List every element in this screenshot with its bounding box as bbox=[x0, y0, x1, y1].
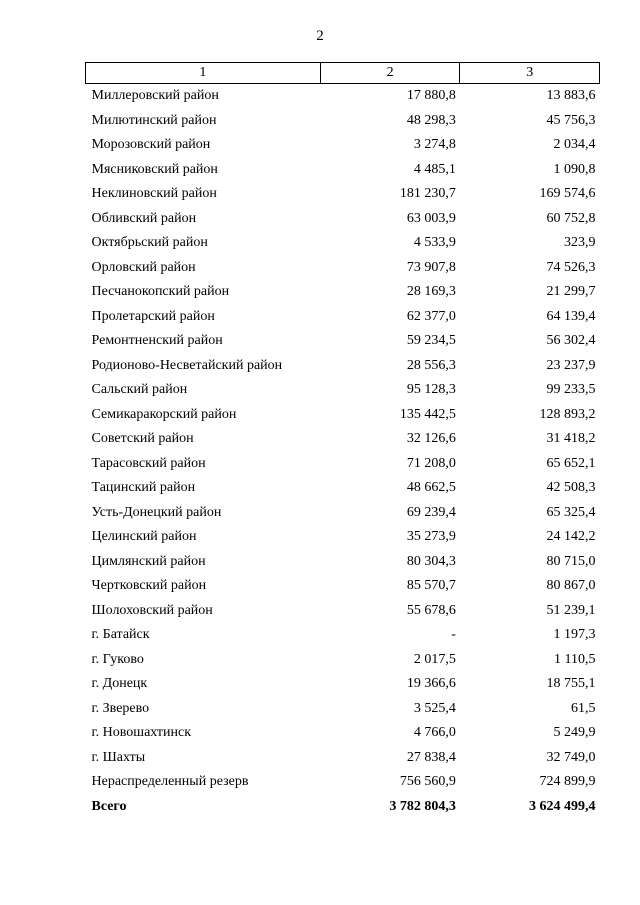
row-col3-cell: 1 197,3 bbox=[553, 627, 596, 643]
row-col2-cell: 69 239,4 bbox=[406, 504, 456, 520]
row-name-cell: Семикаракорский район bbox=[91, 406, 237, 422]
row-name-cell: г. Новошахтинск bbox=[91, 725, 192, 741]
row-col2-cell: 3 782 804,3 bbox=[389, 798, 456, 814]
row-col3-cell: 60 752,8 bbox=[546, 210, 596, 226]
row-col3-cell: 65 652,1 bbox=[546, 455, 596, 471]
row-col3-cell: 42 508,3 bbox=[546, 480, 596, 496]
row-col3-cell: 61,5 bbox=[571, 700, 596, 716]
row-col2-cell: 756 560,9 bbox=[399, 774, 456, 790]
total-row bbox=[86, 795, 600, 820]
row-col2-cell: 3 525,4 bbox=[413, 700, 456, 716]
row-col3-cell: 13 883,6 bbox=[546, 88, 596, 104]
row-col3-cell: 5 249,9 bbox=[553, 725, 596, 741]
row-col3-cell: 31 418,2 bbox=[546, 431, 596, 447]
table-row bbox=[86, 721, 600, 746]
table-row bbox=[86, 770, 600, 795]
table-row bbox=[86, 697, 600, 722]
row-col2-cell: 63 003,9 bbox=[406, 210, 456, 226]
table-row bbox=[86, 280, 600, 305]
table-row bbox=[86, 525, 600, 550]
table-row bbox=[86, 550, 600, 575]
row-col3-cell: 80 867,0 bbox=[546, 578, 596, 594]
row-name-cell: Сальский район bbox=[91, 382, 188, 398]
row-name-cell: г. Батайск bbox=[91, 627, 150, 643]
header-col-1: 1 bbox=[86, 63, 321, 84]
row-col2-cell: 4 766,0 bbox=[413, 725, 456, 741]
table-row bbox=[86, 476, 600, 501]
row-col2-cell: 17 880,8 bbox=[406, 88, 456, 104]
row-col2-cell: 62 377,0 bbox=[406, 308, 456, 324]
row-name-cell: Неклиновский район bbox=[91, 186, 217, 202]
row-col3-cell: 23 237,9 bbox=[546, 357, 596, 373]
table-row bbox=[86, 109, 600, 134]
row-col3-cell: 32 749,0 bbox=[546, 749, 596, 765]
row-name-cell: Морозовский район bbox=[91, 137, 211, 153]
table-row bbox=[86, 501, 600, 526]
row-col2-cell: 135 442,5 bbox=[399, 406, 456, 422]
row-col2-cell: 28 169,3 bbox=[406, 284, 456, 300]
row-name-cell: Нераспределенный резерв bbox=[91, 774, 249, 790]
table-row bbox=[86, 623, 600, 648]
row-name-cell: Чертковский район bbox=[91, 578, 207, 594]
header-col-3: 3 bbox=[460, 63, 600, 84]
row-col3-cell: 2 034,4 bbox=[553, 137, 596, 153]
row-name-cell: Тацинский район bbox=[91, 480, 196, 496]
row-name-cell: Тарасовский район bbox=[91, 455, 206, 471]
table-row bbox=[86, 746, 600, 771]
table-row bbox=[86, 599, 600, 624]
table-row bbox=[86, 648, 600, 673]
row-name-cell: г. Гуково bbox=[91, 651, 144, 667]
row-name-cell: Шолоховский район bbox=[91, 602, 213, 618]
row-col3-cell: 724 899,9 bbox=[539, 774, 596, 790]
row-col2-cell: 35 273,9 bbox=[406, 529, 456, 545]
header-col-2: 2 bbox=[320, 63, 460, 84]
row-col3-cell: 1 090,8 bbox=[553, 161, 596, 177]
row-col2-cell: 4 533,9 bbox=[413, 235, 456, 251]
row-col2-cell: 27 838,4 bbox=[406, 749, 456, 765]
table-header bbox=[86, 63, 600, 84]
row-col3-cell: 80 715,0 bbox=[546, 553, 596, 569]
row-col2-cell: 85 570,7 bbox=[406, 578, 456, 594]
row-col3-cell: 1 110,5 bbox=[554, 651, 596, 667]
row-name-cell: Обливский район bbox=[91, 210, 197, 226]
row-name-cell: Октябрьский район bbox=[91, 235, 208, 251]
table-row bbox=[86, 231, 600, 256]
table-row bbox=[86, 672, 600, 697]
row-col3-cell: 56 302,4 bbox=[546, 333, 596, 349]
row-col2-cell: 4 485,1 bbox=[413, 161, 456, 177]
table-row bbox=[86, 84, 600, 109]
table-row bbox=[86, 256, 600, 281]
row-name-cell: г. Зверево bbox=[91, 700, 150, 716]
row-col3-cell: 74 526,3 bbox=[546, 259, 596, 275]
header-row bbox=[86, 63, 600, 84]
row-col2-cell: 95 128,3 bbox=[406, 382, 456, 398]
row-col2-cell: 55 678,6 bbox=[406, 602, 456, 618]
row-name-cell: Целинский район bbox=[91, 529, 197, 545]
row-col2-cell: 71 208,0 bbox=[406, 455, 456, 471]
row-col3-cell: 169 574,6 bbox=[539, 186, 596, 202]
table-body bbox=[86, 84, 600, 820]
row-col3-cell: 21 299,7 bbox=[546, 284, 596, 300]
table-row bbox=[86, 207, 600, 232]
row-name-cell: Милютинский район bbox=[91, 112, 217, 128]
row-col2-cell: 3 274,8 bbox=[413, 137, 456, 153]
row-col3-cell: 51 239,1 bbox=[546, 602, 596, 618]
row-col2-cell: 2 017,5 bbox=[413, 651, 456, 667]
row-name-cell: Родионово-Несветайский район bbox=[91, 357, 283, 373]
row-name-cell: Миллеровский район bbox=[91, 88, 219, 104]
page-number: 2 bbox=[316, 28, 324, 44]
row-col2-cell: 48 662,5 bbox=[406, 480, 456, 496]
budget-table bbox=[85, 62, 600, 819]
table-row bbox=[86, 182, 600, 207]
row-col2-cell: 28 556,3 bbox=[406, 357, 456, 373]
table-row bbox=[86, 329, 600, 354]
row-col2-cell: 59 234,5 bbox=[406, 333, 456, 349]
table-row bbox=[86, 452, 600, 477]
row-name-cell: Советский район bbox=[91, 431, 194, 447]
table-row bbox=[86, 158, 600, 183]
row-col2-cell: 73 907,8 bbox=[406, 259, 456, 275]
row-col3-cell: 24 142,2 bbox=[546, 529, 596, 545]
row-col3-cell: 3 624 499,4 bbox=[529, 798, 596, 814]
table-row bbox=[86, 427, 600, 452]
row-col2-cell: 19 366,6 bbox=[406, 676, 456, 692]
row-col3-cell: 18 755,1 bbox=[546, 676, 596, 692]
row-col3-cell: 323,9 bbox=[564, 235, 596, 251]
row-col3-cell: 64 139,4 bbox=[546, 308, 596, 324]
row-col2-cell: - bbox=[451, 627, 456, 643]
row-name-cell: г. Донецк bbox=[91, 676, 148, 692]
row-col2-cell: 48 298,3 bbox=[406, 112, 456, 128]
row-name-cell: Ремонтненский район bbox=[91, 333, 223, 349]
row-name-cell: Пролетарский район bbox=[91, 308, 215, 324]
row-name-cell: Цимлянский район bbox=[91, 553, 206, 569]
row-col2-cell: 32 126,6 bbox=[406, 431, 456, 447]
table-row bbox=[86, 354, 600, 379]
row-col2-cell: 80 304,3 bbox=[406, 553, 456, 569]
table-row bbox=[86, 378, 600, 403]
row-name-cell: Усть-Донецкий район bbox=[91, 504, 222, 520]
row-col3-cell: 65 325,4 bbox=[546, 504, 596, 520]
row-col3-cell: 99 233,5 bbox=[546, 382, 596, 398]
row-col2-cell: 181 230,7 bbox=[399, 186, 456, 202]
table-row bbox=[86, 305, 600, 330]
row-name-cell: Мясниковский район bbox=[91, 161, 218, 177]
row-name-cell: Песчанокопский район bbox=[91, 284, 230, 300]
row-col3-cell: 128 893,2 bbox=[539, 406, 596, 422]
table-row bbox=[86, 133, 600, 158]
row-col3-cell: 45 756,3 bbox=[546, 112, 596, 128]
table-row bbox=[86, 574, 600, 599]
row-name-cell: г. Шахты bbox=[91, 749, 146, 765]
table-row bbox=[86, 403, 600, 428]
row-name-cell: Всего bbox=[91, 798, 127, 814]
row-name-cell: Орловский район bbox=[91, 259, 196, 275]
